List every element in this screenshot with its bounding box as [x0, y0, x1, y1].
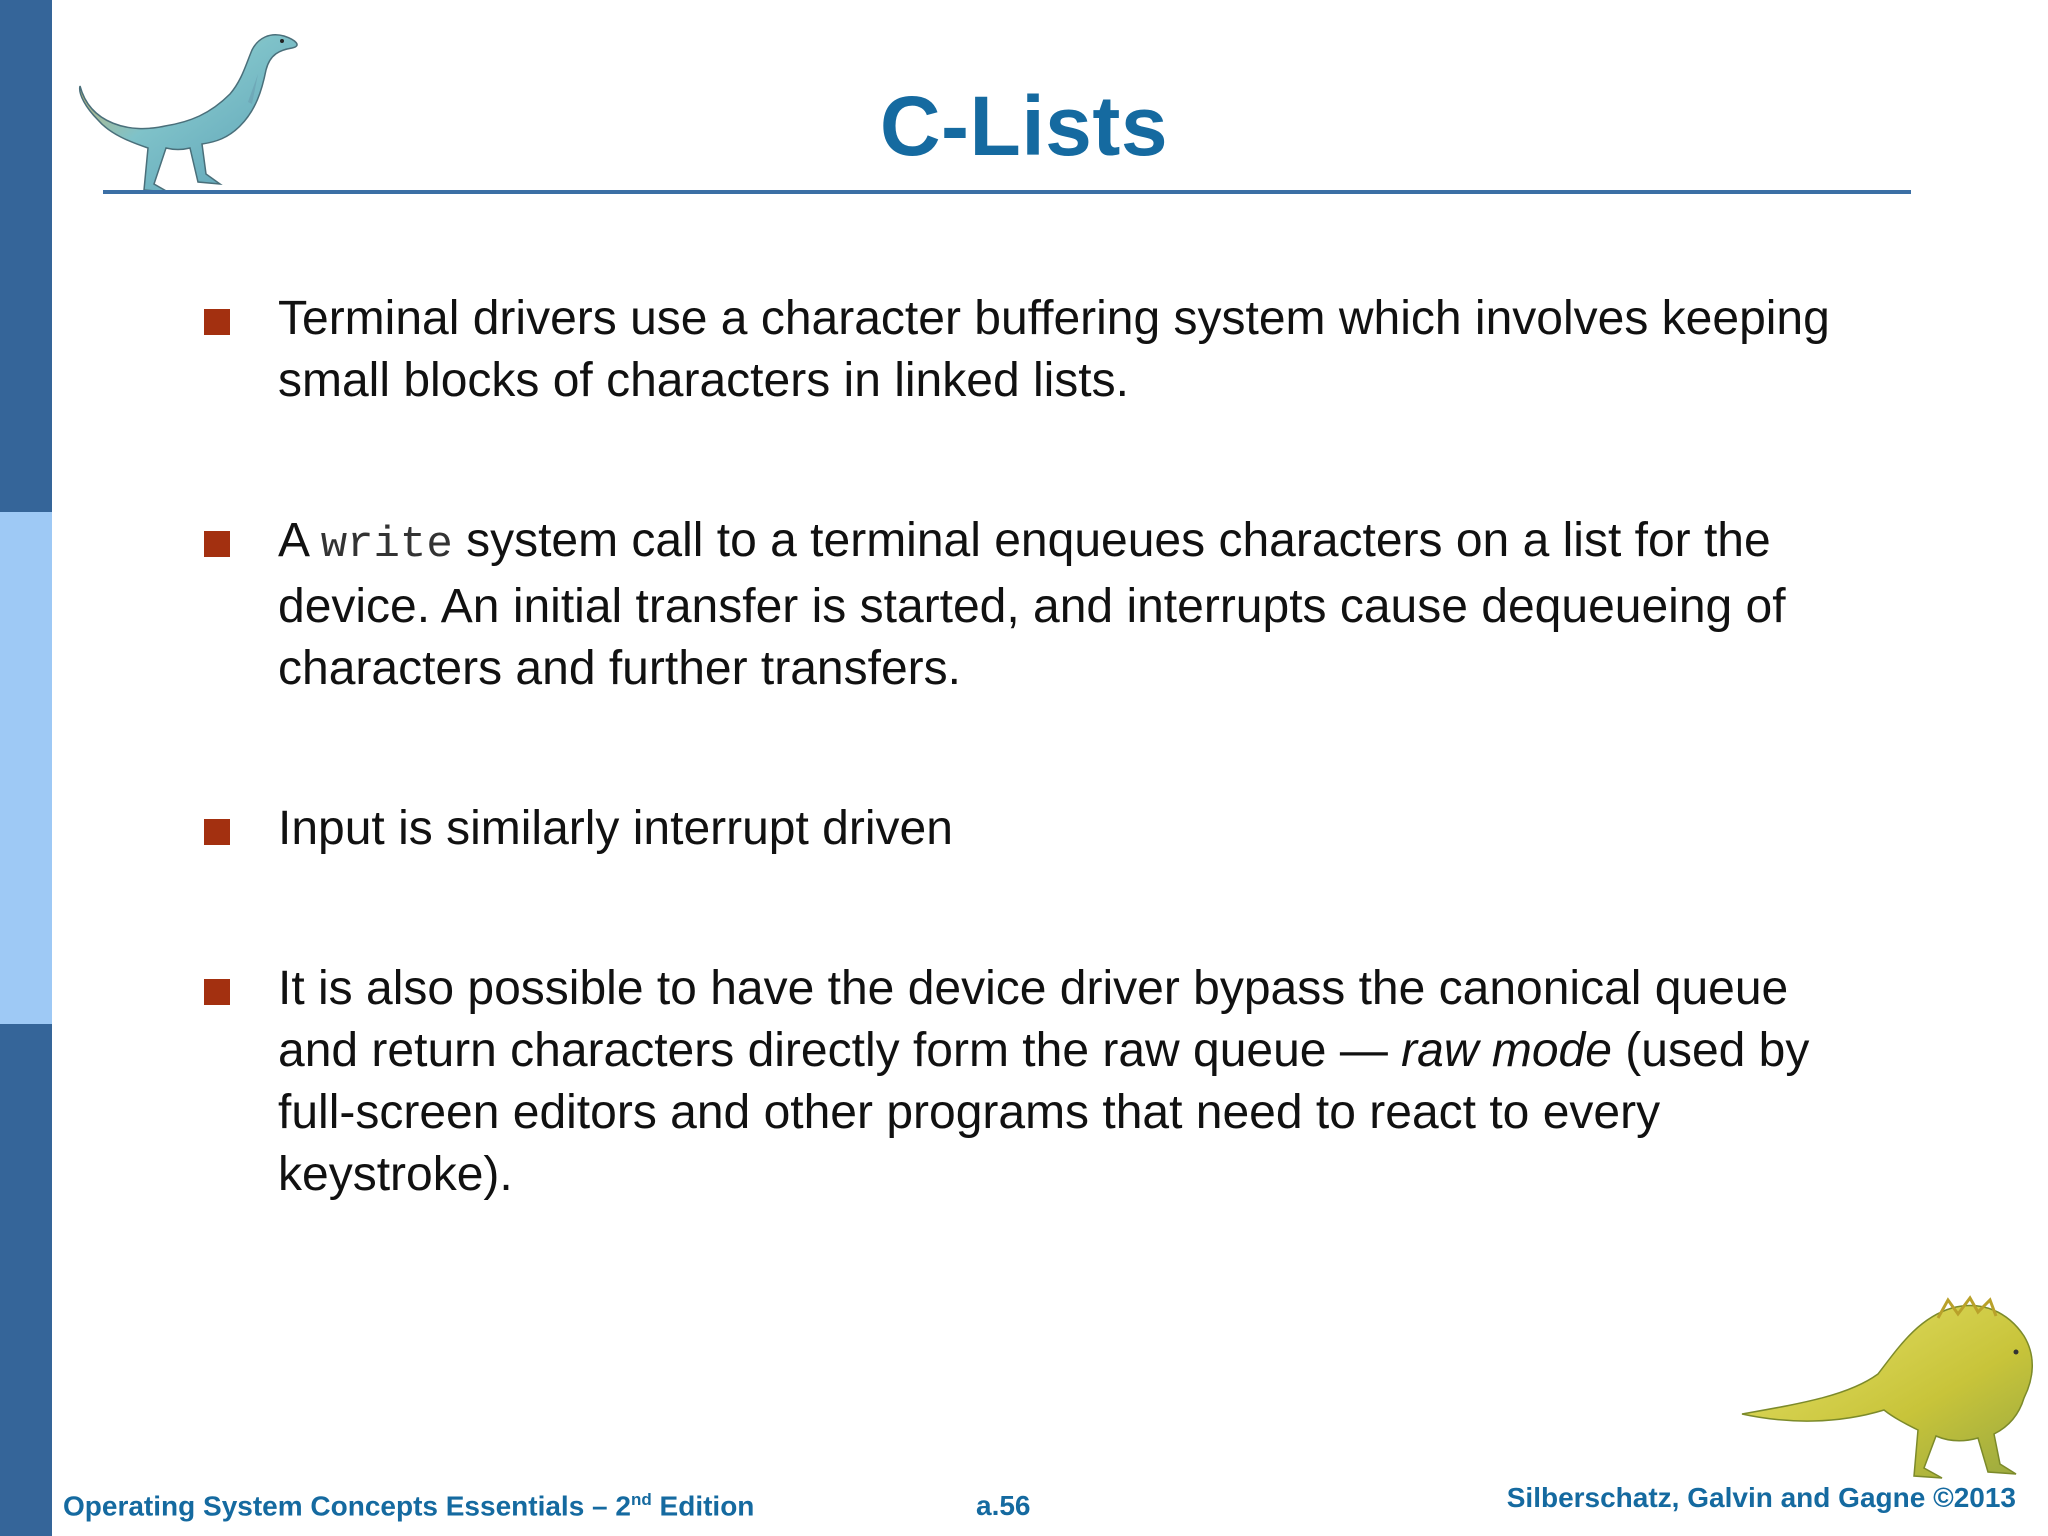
square-bullet-icon: [204, 819, 230, 845]
bullet-item: [200, 958, 1860, 1206]
slide-title: C-Lists: [879, 79, 1169, 173]
bullet-item: [200, 798, 1860, 860]
dinosaur-icon: [1738, 1278, 2038, 1490]
code-term: write: [320, 520, 453, 570]
square-bullet-icon: [204, 309, 230, 335]
footer-authors: Silberschatz, Galvin and Gagne ©2013: [1506, 1482, 2016, 1513]
bullet-text: A: [278, 514, 321, 567]
bullet-text: Terminal drivers use a character buffering system which involves keeping small blocks of characters in linked lists.: [278, 292, 1830, 407]
bullet-item: [200, 288, 1860, 412]
left-color-bar-light-segment: [0, 512, 52, 1024]
square-bullet-icon: [204, 531, 230, 557]
footer-book-title: Operating System Concepts Essentials – 2nd Edition: [63, 1490, 755, 1522]
title-underline: [103, 190, 1911, 194]
bullet-item: [200, 510, 1860, 700]
bullet-text: system call to a terminal enqueues characters on a list for the device. An initial transfer is started, and interrupts cause dequeueing of characters and further transfers.: [278, 514, 1786, 695]
emphasis-term: raw mode: [1401, 1024, 1612, 1077]
bullet-text: (used by full-screen editors and other programs that need to react to every keystroke).: [278, 1024, 1810, 1201]
left-color-bar: [0, 0, 52, 1536]
square-bullet-icon: [204, 979, 230, 1005]
footer-page-number: a.56: [976, 1490, 1031, 1521]
bullet-text: It is also possible to have the device driver bypass the canonical queue and return characters directly form the raw queue —: [278, 962, 1789, 1077]
bullet-list: [200, 288, 1860, 1304]
bullet-text: Input is similarly interrupt driven: [278, 802, 953, 855]
